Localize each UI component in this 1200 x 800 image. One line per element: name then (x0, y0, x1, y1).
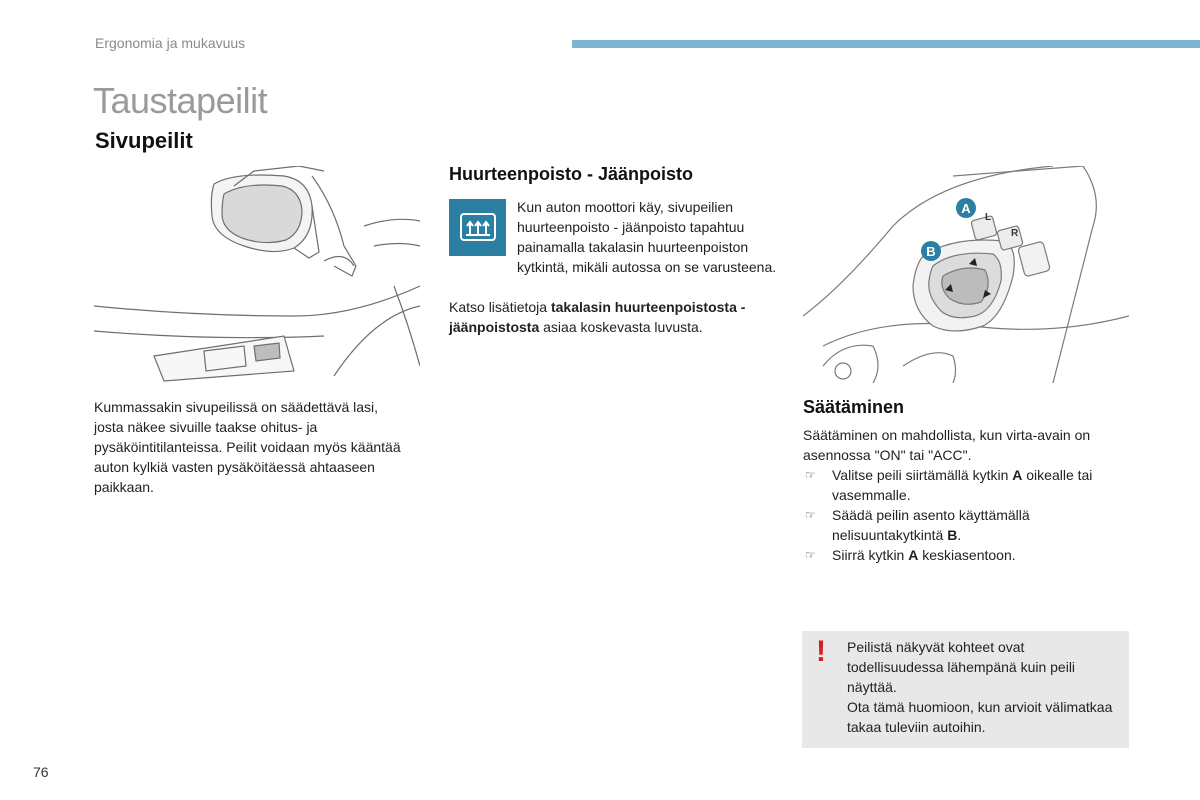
adjust-intro: Säätäminen on mahdollista, kun virta-avain on asennossa "ON" tai "ACC". (803, 427, 1091, 463)
reference-link-text: takalasin huurteenpoistosta - jäänpoistosta (449, 299, 746, 335)
section-subtitle: Sivupeilit (95, 128, 193, 153)
step-text: Valitse peili siirtämällä kytkin (832, 467, 1013, 483)
callout-b-label: B (926, 244, 936, 259)
pointing-hand-icon: ☞ (805, 508, 816, 522)
pointing-hand-icon: ☞ (805, 548, 816, 562)
defrost-heading: Huurteenpoisto - Jäänpoisto (449, 164, 694, 184)
step-text: oikealle tai vasemmalle. (832, 467, 1093, 503)
warning-line: Ota tämä huomioon, kun arvioit välimatkaa takaa tuleviin autoihin. (847, 699, 1113, 735)
adjust-heading: Säätäminen (803, 397, 905, 417)
callout-a-label: A (961, 201, 971, 216)
switch-l-label: L (985, 212, 992, 223)
adjust-steps (803, 465, 1129, 565)
reference-suffix: asiaa koskevasta luvusta. (539, 319, 703, 335)
rear-defrost-icon (449, 199, 506, 256)
warning-text (847, 637, 1117, 737)
side-mirror-illustration (94, 166, 420, 383)
mirror-description: Kummassakin sivupeilissä on säädettävä lasi, josta näkee sivuille taakse ohitus- ja pysäköintitilanteissa. Peilit voidaan myös kääntää auton kylkiä vasten pysäköitäessä ahtaaseen paikkaan. (94, 399, 401, 495)
step-text: . (957, 527, 962, 543)
switch-r-label: R (1011, 228, 1019, 239)
section-accent-bar (572, 40, 1200, 48)
adjust-step (803, 505, 1129, 545)
step-key: A (908, 547, 919, 563)
mirror-switch-illustration (803, 166, 1129, 383)
section-label: Ergonomia ja mukavuus (95, 35, 246, 51)
warning-icon: ! (816, 635, 826, 668)
reference-prefix: Katso lisätietoja (449, 299, 551, 315)
defrost-reference (449, 297, 784, 337)
step-key: A (1012, 467, 1023, 483)
step-text: Säädä peilin asento käyttämällä nelisuuntakytkintä (832, 507, 1030, 543)
step-key: B (947, 527, 958, 543)
page-title: Taustapeilit (93, 80, 268, 121)
warning-box (802, 631, 1129, 748)
defrost-text: Kun auton moottori käy, sivupeilien huurteenpoisto - jäänpoisto tapahtuu painamalla takalasin huurteenpoiston kytkintä, mikäli autossa on se varusteena. (517, 199, 777, 275)
pointing-hand-icon: ☞ (805, 468, 816, 482)
adjust-step (803, 465, 1129, 505)
adjust-step (803, 545, 1129, 565)
page-number: 76 (33, 764, 49, 780)
warning-line: Peilistä näkyvät kohteet ovat todellisuudessa lähempänä kuin peili näyttää. (847, 639, 1076, 695)
step-text: keskiasentoon. (918, 547, 1016, 563)
step-text: Siirrä kytkin (832, 547, 909, 563)
